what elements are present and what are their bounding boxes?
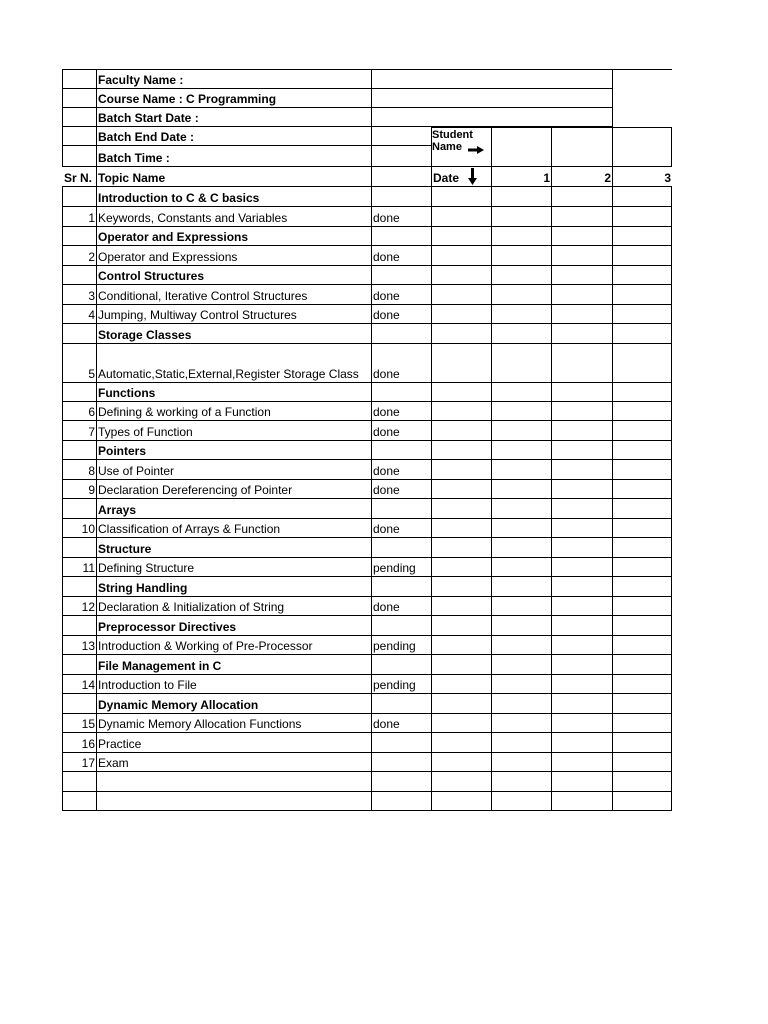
day-3-cell[interactable] bbox=[612, 498, 672, 519]
faculty-name-label: Faculty Name : bbox=[96, 69, 372, 89]
date-cell[interactable] bbox=[431, 732, 492, 753]
sr-number-cell: 6 bbox=[62, 400, 97, 421]
topic-cell: Declaration & Initialization of String bbox=[96, 595, 372, 616]
sr-number-cell: 10 bbox=[62, 517, 97, 538]
sr-number-cell bbox=[62, 498, 97, 519]
status-cell bbox=[371, 323, 432, 344]
day-3-cell[interactable] bbox=[612, 732, 672, 753]
day-1-cell[interactable] bbox=[491, 245, 552, 266]
day-1-cell[interactable] bbox=[491, 732, 552, 753]
status-cell: done bbox=[371, 400, 432, 421]
status-cell: done bbox=[371, 712, 432, 733]
status-cell: done bbox=[371, 206, 432, 227]
day-1-cell[interactable] bbox=[491, 206, 552, 227]
day-3-cell[interactable] bbox=[612, 284, 672, 305]
day-3-cell[interactable] bbox=[612, 576, 672, 597]
topic-cell: Functions bbox=[96, 381, 372, 402]
topic-cell: Types of Function bbox=[96, 420, 372, 441]
day-2-cell[interactable] bbox=[551, 439, 613, 460]
student-name-label: Student Name bbox=[432, 129, 473, 154]
day-1-cell[interactable] bbox=[491, 673, 552, 694]
sr-number-cell bbox=[62, 381, 97, 402]
day-1-cell[interactable] bbox=[491, 400, 552, 421]
day-3-cell[interactable] bbox=[612, 751, 672, 772]
status-cell bbox=[371, 576, 432, 597]
topic-name-header: Topic Name bbox=[96, 166, 372, 187]
topic-cell: Introduction to File bbox=[96, 673, 372, 694]
topic-cell: Declaration Dereferencing of Pointer bbox=[96, 478, 372, 499]
sr-number-cell: 3 bbox=[62, 284, 97, 305]
date-cell[interactable] bbox=[431, 284, 492, 305]
topic-cell: Dynamic Memory Allocation Functions bbox=[96, 712, 372, 733]
sr-number-cell bbox=[62, 576, 97, 597]
batch-start-value[interactable] bbox=[371, 107, 613, 127]
day-3-cell[interactable] bbox=[612, 615, 672, 636]
day-3-cell[interactable] bbox=[612, 186, 672, 207]
day-2-cell[interactable] bbox=[551, 673, 613, 694]
topic-cell: Control Structures bbox=[96, 264, 372, 285]
sr-number-cell bbox=[62, 439, 97, 460]
day-3-header: 3 bbox=[612, 166, 672, 187]
day-2-cell[interactable] bbox=[551, 206, 613, 227]
date-cell[interactable] bbox=[431, 323, 492, 344]
topic-cell: Preprocessor Directives bbox=[96, 615, 372, 636]
student-3-name[interactable] bbox=[612, 127, 672, 167]
sr-number-cell bbox=[62, 186, 97, 207]
sr-number-cell: 2 bbox=[62, 245, 97, 266]
sr-number-cell: 8 bbox=[62, 459, 97, 480]
day-3-cell[interactable] bbox=[612, 245, 672, 266]
batch-time-label: Batch Time : bbox=[96, 146, 372, 167]
batch-end-value[interactable] bbox=[371, 126, 432, 146]
day-3-cell[interactable] bbox=[612, 712, 672, 733]
date-cell[interactable] bbox=[431, 381, 492, 402]
status-cell: done bbox=[371, 420, 432, 441]
day-1-cell[interactable] bbox=[491, 790, 552, 811]
course-name-value[interactable] bbox=[371, 88, 613, 108]
day-1-cell[interactable] bbox=[491, 381, 552, 402]
day-2-cell[interactable] bbox=[551, 634, 613, 655]
day-3-cell[interactable] bbox=[612, 634, 672, 655]
arrow-right-icon bbox=[468, 146, 484, 154]
date-cell[interactable] bbox=[431, 498, 492, 519]
day-2-cell[interactable] bbox=[551, 771, 613, 792]
day-3-cell[interactable] bbox=[612, 439, 672, 460]
day-2-cell[interactable] bbox=[551, 420, 613, 441]
sr-number-cell: 11 bbox=[62, 556, 97, 577]
day-1-cell[interactable] bbox=[491, 186, 552, 207]
date-cell[interactable] bbox=[431, 264, 492, 285]
sr-number-cell: 9 bbox=[62, 478, 97, 499]
status-cell bbox=[371, 537, 432, 558]
topic-cell: Conditional, Iterative Control Structures bbox=[96, 284, 372, 305]
sr-number-cell bbox=[62, 771, 97, 792]
status-cell: done bbox=[371, 517, 432, 538]
status-cell: done bbox=[371, 342, 432, 383]
day-2-cell[interactable] bbox=[551, 537, 613, 558]
day-2-cell[interactable] bbox=[551, 459, 613, 480]
sr-number-cell bbox=[62, 264, 97, 285]
topic-cell: Automatic,Static,External,Register Storage Class bbox=[96, 342, 372, 383]
day-1-cell[interactable] bbox=[491, 498, 552, 519]
day-1-cell[interactable] bbox=[491, 712, 552, 733]
top-border-line bbox=[612, 69, 672, 70]
sr-number-cell bbox=[62, 615, 97, 636]
date-cell[interactable] bbox=[431, 342, 492, 383]
student-name-header bbox=[431, 127, 491, 166]
sr-number-cell bbox=[62, 790, 97, 811]
date-cell[interactable] bbox=[431, 751, 492, 772]
topic-cell: Structure bbox=[96, 537, 372, 558]
topic-cell: Pointers bbox=[96, 439, 372, 460]
day-2-cell[interactable] bbox=[551, 498, 613, 519]
status-cell bbox=[371, 615, 432, 636]
sr-number-cell bbox=[62, 323, 97, 344]
batch-time-value[interactable] bbox=[371, 146, 432, 167]
topic-cell: Defining Structure bbox=[96, 556, 372, 577]
header-blank-cell bbox=[62, 88, 97, 108]
day-3-cell[interactable] bbox=[612, 323, 672, 344]
day-2-cell[interactable] bbox=[551, 556, 613, 577]
topic-cell: String Handling bbox=[96, 576, 372, 597]
header-blank-cell bbox=[62, 69, 97, 89]
day-1-cell[interactable] bbox=[491, 284, 552, 305]
status-cell: done bbox=[371, 595, 432, 616]
day-1-cell[interactable] bbox=[491, 225, 552, 246]
topic-cell: Exam bbox=[96, 751, 372, 772]
day-1-cell[interactable] bbox=[491, 615, 552, 636]
arrow-down-icon bbox=[468, 168, 477, 185]
status-cell bbox=[371, 264, 432, 285]
faculty-name-value[interactable] bbox=[371, 69, 613, 89]
day-1-cell[interactable] bbox=[491, 693, 552, 714]
date-cell[interactable] bbox=[431, 771, 492, 792]
day-1-cell[interactable] bbox=[491, 342, 552, 383]
day-2-cell[interactable] bbox=[551, 751, 613, 772]
sr-number-cell: 4 bbox=[62, 303, 97, 324]
date-cell[interactable] bbox=[431, 420, 492, 441]
header-blank-cell bbox=[62, 126, 97, 146]
day-2-cell[interactable] bbox=[551, 342, 613, 383]
day-2-cell[interactable] bbox=[551, 595, 613, 616]
batch-start-label: Batch Start Date : bbox=[96, 107, 372, 127]
status-cell bbox=[371, 498, 432, 519]
day-3-cell[interactable] bbox=[612, 673, 672, 694]
day-2-cell[interactable] bbox=[551, 693, 613, 714]
topic-cell: Practice bbox=[96, 732, 372, 753]
day-3-cell[interactable] bbox=[612, 400, 672, 421]
status-cell bbox=[371, 771, 432, 792]
status-cell: pending bbox=[371, 634, 432, 655]
date-cell[interactable] bbox=[431, 303, 492, 324]
day-1-header: 1 bbox=[491, 166, 552, 187]
date-cell[interactable] bbox=[431, 693, 492, 714]
sr-number-cell: 16 bbox=[62, 732, 97, 753]
day-3-cell[interactable] bbox=[612, 654, 672, 675]
date-cell[interactable] bbox=[431, 576, 492, 597]
date-cell[interactable] bbox=[431, 439, 492, 460]
status-cell: done bbox=[371, 284, 432, 305]
status-cell: done bbox=[371, 478, 432, 499]
day-1-cell[interactable] bbox=[491, 420, 552, 441]
date-cell[interactable] bbox=[431, 537, 492, 558]
date-cell[interactable] bbox=[431, 225, 492, 246]
day-1-cell[interactable] bbox=[491, 556, 552, 577]
day-1-cell[interactable] bbox=[491, 264, 552, 285]
date-cell[interactable] bbox=[431, 400, 492, 421]
status-cell bbox=[371, 439, 432, 460]
day-2-cell[interactable] bbox=[551, 654, 613, 675]
status-cell: pending bbox=[371, 673, 432, 694]
day-1-cell[interactable] bbox=[491, 654, 552, 675]
day-1-cell[interactable] bbox=[491, 439, 552, 460]
batch-end-label: Batch End Date : bbox=[96, 126, 372, 146]
date-cell[interactable] bbox=[431, 517, 492, 538]
day-1-cell[interactable] bbox=[491, 537, 552, 558]
topic-cell: Operator and Expressions bbox=[96, 225, 372, 246]
day-1-cell[interactable] bbox=[491, 517, 552, 538]
status-cell bbox=[371, 225, 432, 246]
topic-cell bbox=[96, 771, 372, 792]
day-3-cell[interactable] bbox=[612, 537, 672, 558]
day-1-cell[interactable] bbox=[491, 459, 552, 480]
date-cell[interactable] bbox=[431, 478, 492, 499]
course-name-label: Course Name : C Programming bbox=[96, 88, 372, 108]
day-3-cell[interactable] bbox=[612, 595, 672, 616]
day-1-cell[interactable] bbox=[491, 303, 552, 324]
day-2-header: 2 bbox=[551, 166, 613, 187]
topic-cell: Keywords, Constants and Variables bbox=[96, 206, 372, 227]
day-2-cell[interactable] bbox=[551, 303, 613, 324]
status-cell bbox=[371, 751, 432, 772]
day-2-cell[interactable] bbox=[551, 284, 613, 305]
student-1-name[interactable] bbox=[491, 127, 552, 167]
topic-cell: Classification of Arrays & Function bbox=[96, 517, 372, 538]
day-3-cell[interactable] bbox=[612, 342, 672, 383]
day-2-cell[interactable] bbox=[551, 478, 613, 499]
status-cell bbox=[371, 381, 432, 402]
topic-cell: Defining & working of a Function bbox=[96, 400, 372, 421]
day-2-cell[interactable] bbox=[551, 576, 613, 597]
day-3-cell[interactable] bbox=[612, 790, 672, 811]
sr-no-header: Sr N. bbox=[62, 166, 97, 187]
header-blank-cell bbox=[62, 107, 97, 127]
date-cell[interactable] bbox=[431, 790, 492, 811]
date-cell[interactable] bbox=[431, 186, 492, 207]
date-cell[interactable] bbox=[431, 245, 492, 266]
date-cell[interactable] bbox=[431, 615, 492, 636]
status-cell bbox=[371, 790, 432, 811]
sr-number-cell bbox=[62, 654, 97, 675]
day-2-cell[interactable] bbox=[551, 323, 613, 344]
day-3-cell[interactable] bbox=[612, 459, 672, 480]
day-2-cell[interactable] bbox=[551, 615, 613, 636]
day-3-cell[interactable] bbox=[612, 517, 672, 538]
day-2-cell[interactable] bbox=[551, 712, 613, 733]
topic-cell: Introduction & Working of Pre-Processor bbox=[96, 634, 372, 655]
date-cell[interactable] bbox=[431, 556, 492, 577]
status-cell bbox=[371, 186, 432, 207]
day-1-cell[interactable] bbox=[491, 771, 552, 792]
day-3-cell[interactable] bbox=[612, 693, 672, 714]
header-blank-cell bbox=[62, 146, 97, 167]
day-3-cell[interactable] bbox=[612, 264, 672, 285]
date-cell[interactable] bbox=[431, 206, 492, 227]
day-3-cell[interactable] bbox=[612, 225, 672, 246]
topic-cell: Storage Classes bbox=[96, 323, 372, 344]
day-2-cell[interactable] bbox=[551, 381, 613, 402]
topic-cell: Dynamic Memory Allocation bbox=[96, 693, 372, 714]
day-1-cell[interactable] bbox=[491, 576, 552, 597]
day-2-cell[interactable] bbox=[551, 732, 613, 753]
topic-cell: Jumping, Multiway Control Structures bbox=[96, 303, 372, 324]
day-1-cell[interactable] bbox=[491, 634, 552, 655]
day-2-cell[interactable] bbox=[551, 790, 613, 811]
status-cell: done bbox=[371, 459, 432, 480]
topic-cell: File Management in C bbox=[96, 654, 372, 675]
status-cell: done bbox=[371, 245, 432, 266]
date-cell[interactable] bbox=[431, 673, 492, 694]
day-1-cell[interactable] bbox=[491, 478, 552, 499]
sr-number-cell: 14 bbox=[62, 673, 97, 694]
topic-cell: Operator and Expressions bbox=[96, 245, 372, 266]
sr-number-cell: 17 bbox=[62, 751, 97, 772]
day-1-cell[interactable] bbox=[491, 595, 552, 616]
day-3-cell[interactable] bbox=[612, 381, 672, 402]
status-cell bbox=[371, 693, 432, 714]
status-cell bbox=[371, 654, 432, 675]
day-2-cell[interactable] bbox=[551, 400, 613, 421]
sr-number-cell: 15 bbox=[62, 712, 97, 733]
day-3-cell[interactable] bbox=[612, 303, 672, 324]
day-2-cell[interactable] bbox=[551, 225, 613, 246]
sr-number-cell bbox=[62, 225, 97, 246]
sr-number-cell: 5 bbox=[62, 342, 97, 383]
day-3-cell[interactable] bbox=[612, 420, 672, 441]
topic-cell: Use of Pointer bbox=[96, 459, 372, 480]
topic-cell: Arrays bbox=[96, 498, 372, 519]
sr-number-cell: 13 bbox=[62, 634, 97, 655]
date-cell[interactable] bbox=[431, 459, 492, 480]
date-cell[interactable] bbox=[431, 634, 492, 655]
day-2-cell[interactable] bbox=[551, 186, 613, 207]
sr-number-cell bbox=[62, 537, 97, 558]
status-cell: done bbox=[371, 303, 432, 324]
status-cell bbox=[371, 732, 432, 753]
day-2-cell[interactable] bbox=[551, 517, 613, 538]
topic-cell: Introduction to C & C basics bbox=[96, 186, 372, 207]
sr-number-cell: 1 bbox=[62, 206, 97, 227]
day-3-cell[interactable] bbox=[612, 478, 672, 499]
sr-number-cell bbox=[62, 693, 97, 714]
day-2-cell[interactable] bbox=[551, 264, 613, 285]
status-header bbox=[371, 166, 432, 187]
day-3-cell[interactable] bbox=[612, 206, 672, 227]
day-3-cell[interactable] bbox=[612, 771, 672, 792]
day-1-cell[interactable] bbox=[491, 751, 552, 772]
date-header: Date bbox=[431, 166, 492, 187]
student-2-name[interactable] bbox=[551, 127, 613, 167]
sr-number-cell: 7 bbox=[62, 420, 97, 441]
date-cell[interactable] bbox=[431, 654, 492, 675]
status-cell: pending bbox=[371, 556, 432, 577]
day-1-cell[interactable] bbox=[491, 323, 552, 344]
day-2-cell[interactable] bbox=[551, 245, 613, 266]
day-3-cell[interactable] bbox=[612, 556, 672, 577]
sr-number-cell: 12 bbox=[62, 595, 97, 616]
date-cell[interactable] bbox=[431, 712, 492, 733]
topic-cell bbox=[96, 790, 372, 811]
date-cell[interactable] bbox=[431, 595, 492, 616]
